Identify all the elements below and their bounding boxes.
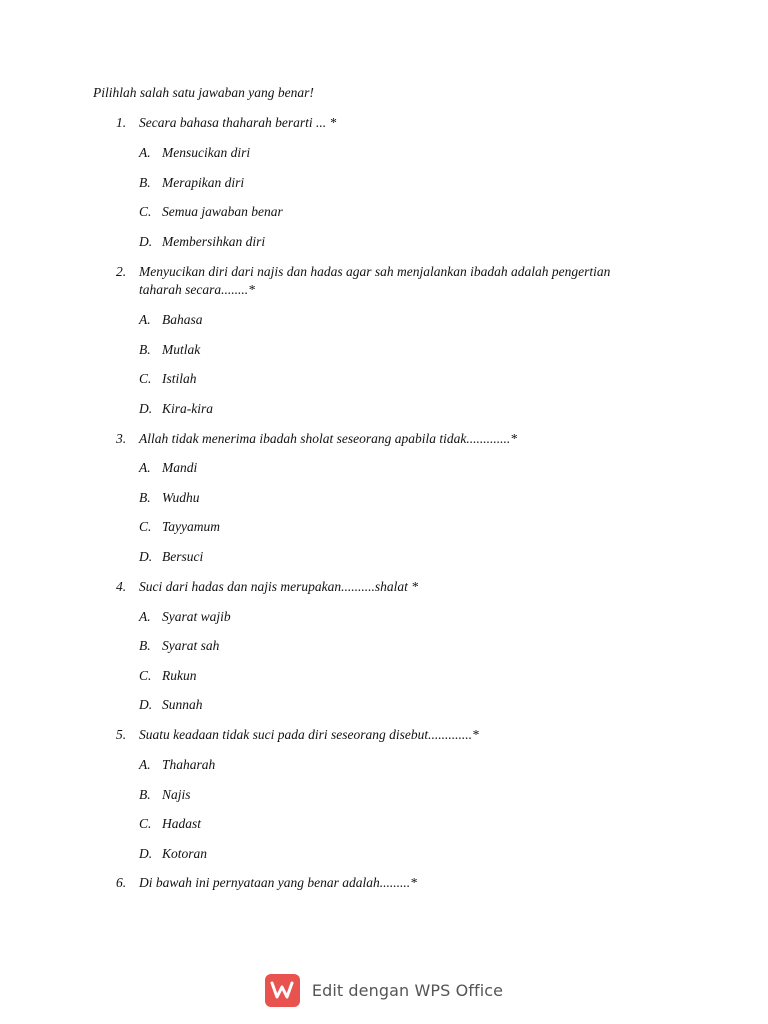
option-text: Mutlak [162, 342, 201, 357]
option-text: Syarat wajib [162, 609, 231, 624]
option-letter: A. [139, 145, 151, 160]
option-text: Mandi [162, 460, 198, 475]
option-letter: B. [139, 342, 151, 357]
option-letter: B. [139, 490, 151, 505]
question-number: 4. [116, 579, 127, 594]
option-letter: C. [139, 371, 152, 386]
option-letter: D. [139, 401, 153, 416]
option-text: Kotoran [162, 846, 208, 861]
question-text: Secara bahasa thaharah berarti ... * [139, 115, 337, 130]
option-text: Rukun [162, 668, 197, 683]
question-text: Suci dari hadas dan najis merupakan..........shalat * [139, 579, 418, 594]
option-text: Istilah [162, 371, 197, 386]
instruction-text: Pilihlah salah satu jawaban yang benar! [93, 85, 314, 100]
option-letter: B. [139, 638, 151, 653]
wps-edit-banner[interactable] [0, 972, 768, 1008]
option-text: Mensucikan diri [162, 145, 251, 160]
option-text: Kira-kira [162, 401, 214, 416]
option-text: Tayyamum [162, 519, 221, 534]
option-text: Hadast [162, 816, 202, 831]
option-letter: D. [139, 846, 153, 861]
option-letter: B. [139, 787, 151, 802]
question-text: Suatu keadaan tidak suci pada diri seseorang disebut.............* [139, 727, 479, 742]
question-text: Di bawah ini pernyataan yang benar adalah.........* [139, 875, 417, 890]
option-letter: B. [139, 175, 151, 190]
option-text: Syarat sah [162, 638, 220, 653]
option-letter: C. [139, 816, 152, 831]
option-letter: C. [139, 668, 152, 683]
option-letter: C. [139, 519, 152, 534]
option-letter: A. [139, 609, 151, 624]
question-text: Allah tidak menerima ibadah sholat seseorang apabila tidak.............* [139, 431, 517, 446]
wps-edit-link[interactable]: Edit dengan WPS Office [311, 980, 504, 1000]
option-text: Bersuci [162, 549, 204, 564]
question-number: 3. [116, 431, 127, 446]
option-text: Sunnah [162, 697, 203, 712]
option-text: Thaharah [162, 757, 216, 772]
option-letter: D. [139, 234, 153, 249]
option-text: Merapikan diri [162, 175, 245, 190]
option-letter: A. [139, 312, 151, 327]
question-number: 5. [116, 727, 127, 742]
option-letter: D. [139, 697, 153, 712]
option-letter: D. [139, 549, 153, 564]
option-text: Najis [162, 787, 191, 802]
option-letter: C. [139, 204, 152, 219]
option-text: Semua jawaban benar [162, 204, 283, 219]
question-text: Menyucikan diri dari najis dan hadas agar sah menjalankan ibadah adalah pengertian taharah secara........* [139, 264, 611, 297]
option-text: Membersihkan diri [162, 234, 266, 249]
question-number: 6. [116, 875, 127, 890]
question-number: 2. [116, 264, 127, 279]
option-letter: A. [139, 460, 151, 475]
option-text: Wudhu [162, 490, 200, 505]
option-letter: A. [139, 757, 151, 772]
wps-office-logo-icon[interactable] [265, 974, 300, 1007]
option-text: Bahasa [162, 312, 203, 327]
question-number: 1. [116, 115, 127, 130]
